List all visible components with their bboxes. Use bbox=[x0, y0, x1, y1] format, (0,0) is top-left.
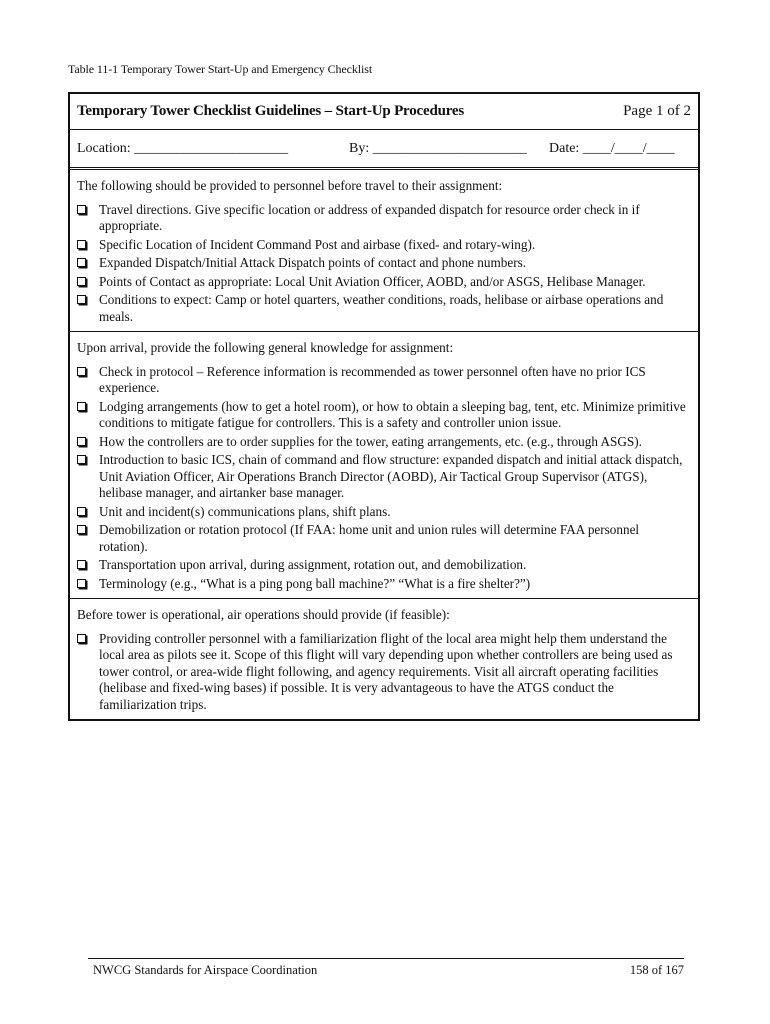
checklist-table bbox=[68, 92, 700, 721]
section-intro: Before tower is operational, air operations should provide (if feasible): bbox=[77, 607, 450, 622]
checkbox-icon bbox=[77, 277, 86, 286]
checkbox-icon bbox=[77, 525, 86, 534]
checkbox-icon bbox=[77, 455, 86, 464]
checkbox-icon bbox=[77, 634, 86, 643]
checkbox-icon bbox=[77, 205, 86, 214]
checklist-item bbox=[77, 522, 691, 555]
checklist-item bbox=[77, 399, 691, 432]
checklist-item-text: Lodging arrangements (how to get a hotel room), or how to obtain a sleeping bag, tent, etc. Minimize primitive conditions to mitigate fatigue for controllers. This is a safety and controller union issue. bbox=[99, 398, 686, 430]
checklist-item-text: Specific Location of Incident Command Post and airbase (fixed- and rotary-wing). bbox=[99, 236, 536, 252]
checklist-item-text: Unit and incident(s) communications plans, shift plans. bbox=[99, 503, 391, 519]
checklist-item-text: Check in protocol – Reference information is recommended as tower personnel often have no prior ICS experience. bbox=[99, 363, 646, 395]
checkbox-icon bbox=[77, 295, 86, 304]
checklist-item bbox=[77, 452, 691, 502]
checklist-item bbox=[77, 504, 691, 521]
location-field: Location: ______________________ bbox=[77, 140, 289, 156]
page-indicator: Page 1 of 2 bbox=[623, 103, 691, 119]
footer-page-number: 158 of 167 bbox=[629, 963, 684, 977]
checkbox-icon bbox=[77, 367, 86, 376]
checklist-item-text: Points of Contact as appropriate: Local Unit Aviation Officer, AOBD, and/or ASGS, Helibase Manager. bbox=[99, 273, 646, 289]
checklist-item bbox=[77, 274, 691, 291]
section-intro: The following should be provided to personnel before travel to their assignment: bbox=[77, 178, 503, 193]
checklist-item bbox=[77, 576, 691, 593]
checkbox-icon bbox=[77, 402, 86, 411]
section-intro: Upon arrival, provide the following general knowledge for assignment: bbox=[77, 340, 454, 355]
checklist-item bbox=[77, 202, 691, 235]
checkbox-icon bbox=[77, 258, 86, 267]
checklist-item bbox=[77, 255, 691, 272]
checklist-item-text: Expanded Dispatch/Initial Attack Dispatch points of contact and phone numbers. bbox=[99, 255, 527, 270]
checkbox-icon bbox=[77, 437, 86, 446]
checklist-item-text: How the controllers are to order supplies for the tower, eating arrangements, etc. (e.g., through ASGS). bbox=[99, 433, 642, 449]
checklist-item-text: Introduction to basic ICS, chain of command and flow structure: expanded dispatch and initial attack dispatch, Unit Aviation Officer, Air Operations Branch Director (AOBD), Air Tactical Group Supervisor (ATGS), helibase manager, and airtanker base manager. bbox=[99, 452, 683, 500]
section-before-travel bbox=[70, 170, 698, 331]
checklist-item bbox=[77, 237, 691, 254]
checkbox-icon bbox=[77, 507, 86, 516]
checklist-header bbox=[70, 94, 698, 130]
footer-divider bbox=[88, 958, 684, 959]
checklist-item-text: Conditions to expect: Camp or hotel quarters, weather conditions, roads, helibase or airbase operations and meals. bbox=[99, 292, 664, 324]
checklist-title: Temporary Tower Checklist Guidelines – Start-Up Procedures bbox=[77, 103, 465, 119]
checkbox-icon bbox=[77, 560, 86, 569]
table-caption: Table 11-1 Temporary Tower Start-Up and Emergency Checklist bbox=[68, 62, 373, 76]
by-field: By: ______________________ bbox=[349, 140, 527, 156]
checklist-item bbox=[77, 292, 691, 325]
section-before-operational bbox=[70, 598, 698, 719]
date-field: Date: ____/____/____ bbox=[549, 140, 675, 156]
footer-document-title: NWCG Standards for Airspace Coordination bbox=[93, 963, 318, 977]
checkbox-icon bbox=[77, 240, 86, 249]
checklist-item bbox=[77, 434, 691, 451]
checklist-item-text: Demobilization or rotation protocol (If FAA: home unit and union rules will determine FAA personnel rotation). bbox=[99, 522, 640, 554]
checklist-item bbox=[77, 631, 691, 714]
form-fields-row bbox=[70, 130, 698, 170]
checklist-item-text: Terminology (e.g., “What is a ping pong ball machine?” “What is a fire shelter?”) bbox=[99, 575, 531, 591]
section-upon-arrival bbox=[70, 331, 698, 598]
checklist-item bbox=[77, 364, 691, 397]
checklist-item-text: Travel directions. Give specific location or address of expanded dispatch for resource order check in if appropriate. bbox=[99, 201, 640, 233]
checklist-item bbox=[77, 557, 691, 574]
checkbox-icon bbox=[77, 579, 86, 588]
checklist-item-text: Transportation upon arrival, during assignment, rotation out, and demobilization. bbox=[99, 557, 527, 572]
checklist-item-text: Providing controller personnel with a familiarization flight of the local area might help them understand the local area as pilots see it. Scope of this flight will vary depending upon whether controllers are being used as tower control, or area-wide flight following, and agency requirements. Visit all aircraft operating facilities (helibase and fixed-wing bases) if possible. It is very advantageous to have the ATGS conduct the familiarization trips. bbox=[99, 630, 673, 712]
